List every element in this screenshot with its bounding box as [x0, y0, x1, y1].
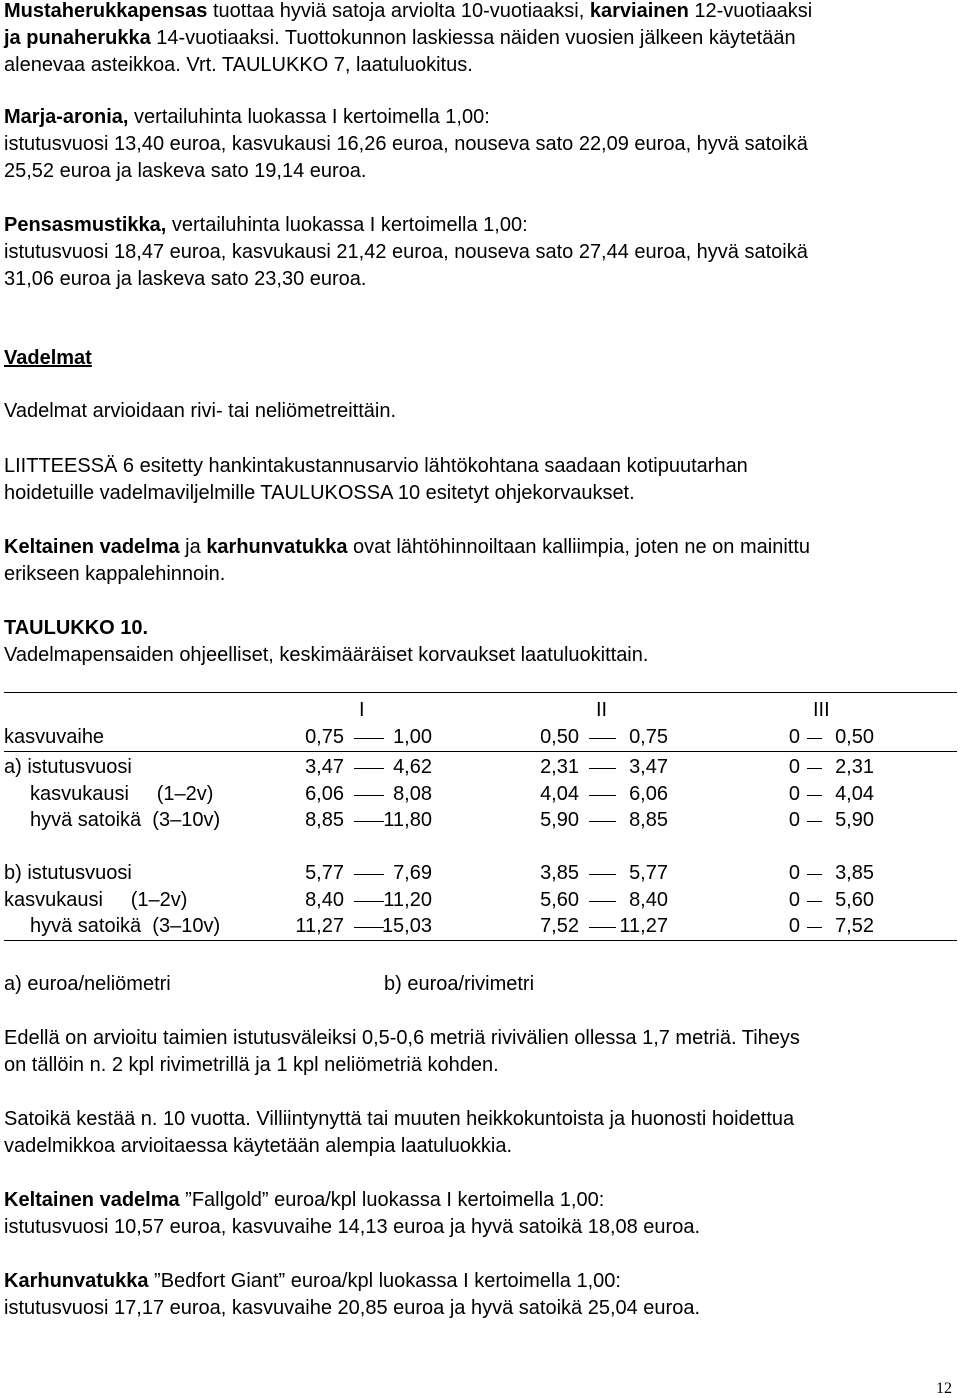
section-heading: Vadelmat [4, 347, 92, 369]
term-keltainen-vadelma-2: Keltainen vadelma [4, 1189, 180, 1211]
row-label: kasvuvaihe [4, 726, 105, 748]
unit-a: a) euroa/neliömetri [4, 973, 171, 995]
term-keltainen-vadelma: Keltainen vadelma [4, 536, 180, 558]
fallgold-paragraph: Keltainen vadelma ”Fallgold” euroa/kpl luokassa I kertoimella 1,00: istutusvuosi 10,57 euroa, kasvuvaihe 14,13 euroa ja hyvä satoikä 18,08 euroa. [4, 1189, 701, 1238]
term-karhunvatukka-2: Karhunvatukka [4, 1270, 149, 1292]
units-row [4, 971, 956, 998]
cell-low-iii: 0 [788, 862, 800, 884]
bedfort-paragraph: Karhunvatukka ”Bedfort Giant” euroa/kpl luokassa I kertoimella 1,00: istutusvuosi 17,17 euroa, kasvuvaihe 20,85 euroa ja hyvä satoikä 25,04 euroa. [4, 1270, 701, 1319]
cell-low-i: 5,77 [305, 862, 344, 884]
cell-low-ii: 5,90 [540, 809, 579, 831]
cell-high-ii: 0,75 [629, 726, 668, 748]
row-label: kasvukausi (1–2v) [30, 783, 214, 805]
term-punaherukka: ja punaherukka [4, 27, 151, 49]
term-marja-aronia: Marja-aronia, [4, 106, 129, 128]
satoika-paragraph: Satoikä kestää n. 10 vuotta. Villiintynyttä tai muuten heikkokuntoista ja huonosti hoidettua vadelmikkoa arvioitaessa käytetään alempia laatuluokkia. [4, 1108, 795, 1157]
row-label: hyvä satoikä (3–10v) [30, 915, 221, 937]
keltainen-paragraph: Keltainen vadelma ja karhunvatukka ovat lähtöhinnoiltaan kalliimpia, joten ne on mainittu erikseen kappalehinnoin. [4, 536, 810, 585]
term-karhunvatukka: karhunvatukka [206, 536, 348, 558]
cell-high-ii: 11,27 [619, 915, 668, 937]
row-label: b) istutusvuosi [4, 862, 132, 884]
table-title: TAULUKKO 10. [4, 617, 149, 639]
cell-high-i: 11,80 [383, 809, 432, 831]
cell-high-iii: 5,60 [835, 889, 874, 911]
compensation-table [4, 692, 956, 940]
row-label: hyvä satoikä (3–10v) [30, 809, 221, 831]
cell-low-iii: 0 [788, 726, 800, 748]
cell-low-iii: 0 [788, 915, 800, 937]
mustikka-paragraph: Pensasmustikka, vertailuhinta luokassa I kertoimella 1,00: istutusvuosi 18,47 euroa, kasvukausi 21,42 euroa, nouseva sato 27,44 euroa, hyvä satoikä 31,06 euroa ja laskeva sato 23,30 euroa. [4, 214, 808, 290]
cell-low-i: 0,75 [305, 726, 344, 748]
cell-high-iii: 0,50 [835, 726, 874, 748]
cell-high-i: 15,03 [381, 915, 432, 937]
aronia-paragraph: Marja-aronia, vertailuhinta luokassa I kertoimella 1,00: istutusvuosi 13,40 euroa, kasvukausi 16,26 euroa, nouseva sato 22,09 euroa, hyvä satoikä 25,52 euroa ja laskeva sato 19,14 euroa. [4, 106, 808, 182]
cell-low-iii: 0 [788, 889, 800, 911]
cell-high-i: 7,69 [393, 862, 432, 884]
cell-high-ii: 8,85 [629, 809, 668, 831]
cell-high-iii: 3,85 [835, 862, 874, 884]
cell-high-ii: 5,77 [629, 862, 668, 884]
class-header-2: II [596, 699, 608, 721]
cell-high-ii: 6,06 [629, 783, 668, 805]
cell-high-ii: 8,40 [629, 889, 668, 911]
term-mustaherukkapensas: Mustaherukkapensas [4, 0, 208, 22]
page-number: 12 [936, 1380, 952, 1397]
table-heading [4, 615, 956, 669]
cell-high-iii: 4,04 [835, 783, 874, 805]
cell-high-i: 1,00 [393, 726, 432, 748]
spacing-paragraph: Edellä on arvioitu taimien istutusväleiksi 0,5-0,6 metriä rivivälien ollessa 1,7 metriä. Tiheys on tällöin n. 2 kpl rivimetrillä ja 1 kpl neliömetriä kohden. [4, 1027, 800, 1076]
cell-low-iii: 0 [788, 783, 800, 805]
class-header-1: I [359, 699, 365, 721]
cell-high-i: 11,20 [383, 889, 432, 911]
cell-low-ii: 2,31 [540, 756, 579, 778]
cell-low-i: 11,27 [295, 915, 344, 937]
cell-low-i: 3,47 [305, 756, 344, 778]
cell-high-ii: 3,47 [629, 756, 668, 778]
table-rule-header [4, 751, 957, 752]
row-label: kasvukausi (1–2v) [4, 889, 188, 911]
term-karviainen: karviainen [589, 0, 689, 22]
cell-high-iii: 5,90 [835, 809, 874, 831]
cell-low-ii: 5,60 [540, 889, 579, 911]
cell-low-i: 8,40 [305, 889, 344, 911]
cell-low-i: 8,85 [305, 809, 344, 831]
unit-b: b) euroa/rivimetri [384, 973, 535, 995]
term-pensasmustikka: Pensasmustikka, [4, 214, 167, 236]
cell-low-i: 6,06 [305, 783, 344, 805]
table-rule-bottom [4, 940, 957, 941]
cell-low-ii: 3,85 [540, 862, 579, 884]
class-header-3: III [813, 699, 830, 721]
cell-low-ii: 4,04 [540, 783, 579, 805]
intro-paragraph: Mustaherukkapensas tuottaa hyviä satoja arviolta 10-vuotiaaksi, karviainen 12-vuotiaaksi ja punaherukka 14-vuotiaaksi. Tuottokunnon laskiessa näiden vuosien jälkeen käytetään alenevaa asteikkoa. Vrt. TAULUKKO 7, laatuluokitus. [4, 0, 813, 76]
cell-high-iii: 7,52 [835, 915, 874, 937]
cell-high-iii: 2,31 [835, 756, 874, 778]
liite-paragraph: LIITTEESSÄ 6 esitetty hankintakustannusarvio lähtökohtana saadaan kotipuutarhan hoidetuille vadelmaviljelmille TAULUKOSSA 10 esitetyt ohjekorvaukset. [4, 455, 748, 504]
cell-low-ii: 7,52 [540, 915, 579, 937]
row-label: a) istutusvuosi [4, 756, 132, 778]
cell-low-iii: 0 [788, 809, 800, 831]
cell-low-ii: 0,50 [540, 726, 579, 748]
rivi-paragraph: Vadelmat arvioidaan rivi- tai neliömetreittäin. [4, 400, 397, 422]
cell-high-i: 8,08 [393, 783, 432, 805]
table-caption: Vadelmapensaiden ohjeelliset, keskimääräiset korvaukset laatuluokittain. [4, 644, 649, 666]
table-rule-top [4, 692, 957, 693]
cell-low-iii: 0 [788, 756, 800, 778]
cell-high-i: 4,62 [393, 756, 432, 778]
